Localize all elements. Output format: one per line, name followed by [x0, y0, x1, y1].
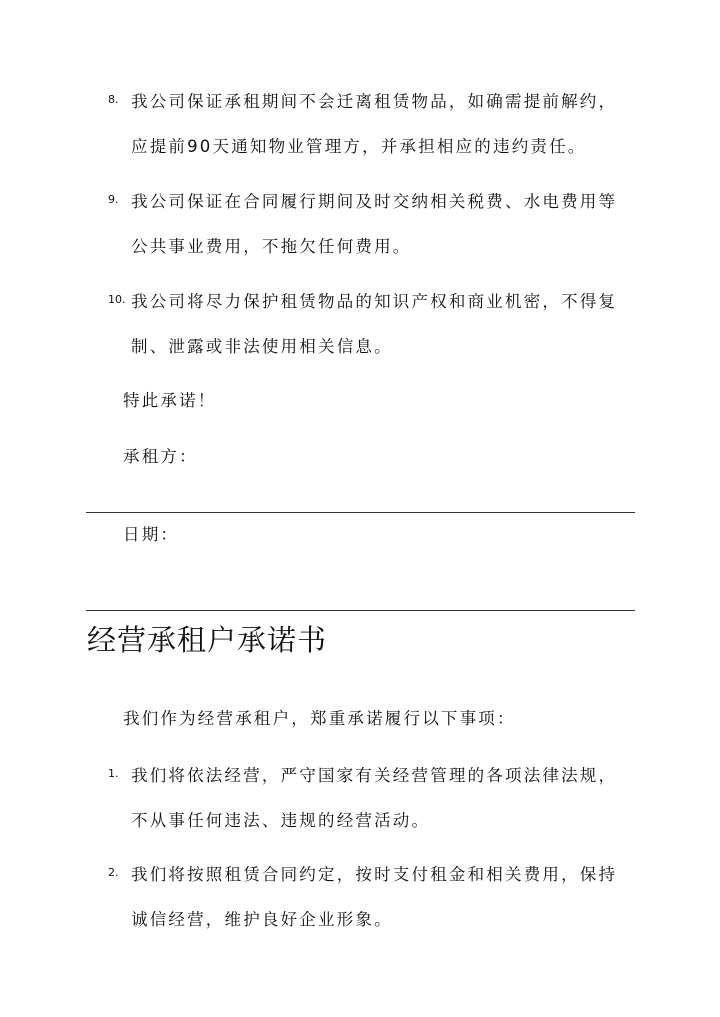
item-text-line1: 我公司保证在合同履行期间及时交纳相关税费、水电费用等: [131, 192, 618, 211]
divider: [86, 610, 635, 611]
item-number: 8.: [108, 93, 119, 106]
item-text-line1: 我们将依法经营，严守国家有关经营管理的各项法律法规，: [131, 766, 618, 785]
item-number: 1.: [108, 767, 119, 780]
date-label: 日期：: [123, 525, 180, 544]
divider: [86, 512, 635, 513]
item-text-line2: 公共事业费用，不拖欠任何费用。: [131, 237, 412, 256]
closing-statement: 特此承诺！: [123, 391, 217, 410]
item-text-line2: 诚信经营，维护良好企业形象。: [131, 910, 393, 929]
item-number: 9.: [108, 193, 119, 206]
section-title: 经营承租户承诺书: [87, 623, 328, 657]
item-text-line2: 不从事任何违法、违规的经营活动。: [131, 811, 431, 830]
item-text-line1: 我们将按照租赁合同约定，按时支付租金和相关费用，保持: [131, 865, 618, 884]
item-text-line1: 我公司保证承租期间不会迁离租赁物品，如确需提前解约，: [131, 92, 618, 111]
item-text-line2: 应提前90天通知物业管理方，并承担相应的违约责任。: [131, 137, 587, 156]
item-number: 10.: [108, 293, 126, 306]
item-text-line1: 我公司将尽力保护租赁物品的知识产权和商业机密，不得复: [131, 292, 618, 311]
item-text-line2: 制、泄露或非法使用相关信息。: [131, 337, 393, 356]
item-number: 2.: [108, 866, 119, 879]
intro-text: 我们作为经营承租户，郑重承诺履行以下事项：: [123, 709, 516, 728]
lessee-label: 承租方：: [123, 447, 198, 466]
